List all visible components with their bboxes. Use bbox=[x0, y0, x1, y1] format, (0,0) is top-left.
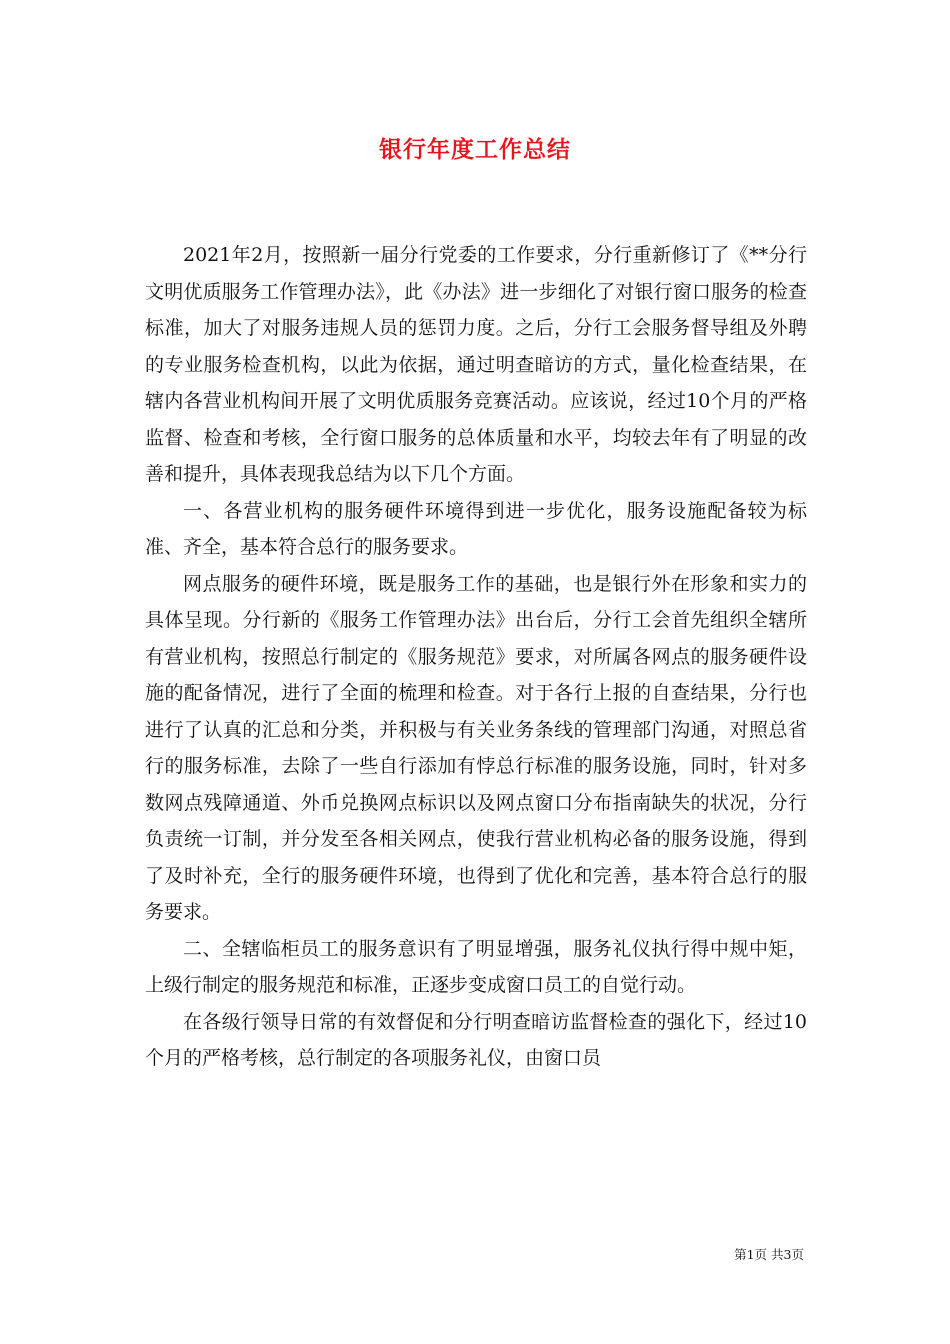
paragraph-intro: 2021年2月，按照新一届分行党委的工作要求，分行重新修订了《**分行文明优质服务工作管理办法》，此《办法》进一步细化了对银行窗口服务的检查标准，加大了对服务违规人员的惩罚力度。之后，分行工会服务督导组及外聘的专业服务检查机构，以此为依据，通过明查暗访的方式，量化检查结果，在辖内各营业机构间开展了文明优质服务竞赛活动。应该说，经过10个月的严格监督、检查和考核，全行窗口服务的总体质量和水平，均较去年有了明显的改善和提升，具体表现我总结为以下几个方面。 bbox=[145, 244, 807, 485]
document-title: 银行年度工作总结 bbox=[379, 136, 571, 163]
document-body bbox=[145, 237, 807, 1077]
paragraph-section-two-body: 在各级行领导日常的有效督促和分行明查暗访监督检查的强化下，经过10个月的严格考核，总行制定的各项服务礼仪，由窗口员 bbox=[145, 1010, 807, 1069]
page-number: 第1页 共3页 bbox=[734, 1247, 804, 1262]
paragraph-section-two-heading: 二、全辖临柜员工的服务意识有了明显增强，服务礼仪执行得中规中矩，上级行制定的服务规范和标准，正逐步变成窗口员工的自觉行动。 bbox=[145, 937, 807, 996]
paragraph-section-one-body: 网点服务的硬件环境，既是服务工作的基础，也是银行外在形象和实力的具体呈现。分行新的《服务工作管理办法》出台后，分行工会首先组织全辖所有营业机构，按照总行制定的《服务规范》要求，对所属各网点的服务硬件设施的配备情况，进行了全面的梳理和检查。对于各行上报的自查结果，分行也进行了认真的汇总和分类，并积极与有关业务条线的管理部门沟通，对照总省行的服务标准，去除了一些自行添加有悖总行标准的服务设施，同时，针对多数网点残障通道、外币兑换网点标识以及网点窗口分布指南缺失的状况，分行负责统一订制，并分发至各相关网点，使我行营业机构必备的服务设施，得到了及时补充，全行的服务硬件环境，也得到了优化和完善，基本符合总行的服务要求。 bbox=[145, 572, 807, 923]
paragraph-section-one-heading: 一、各营业机构的服务硬件环境得到进一步优化，服务设施配备较为标准、齐全，基本符合总行的服务要求。 bbox=[145, 499, 807, 558]
